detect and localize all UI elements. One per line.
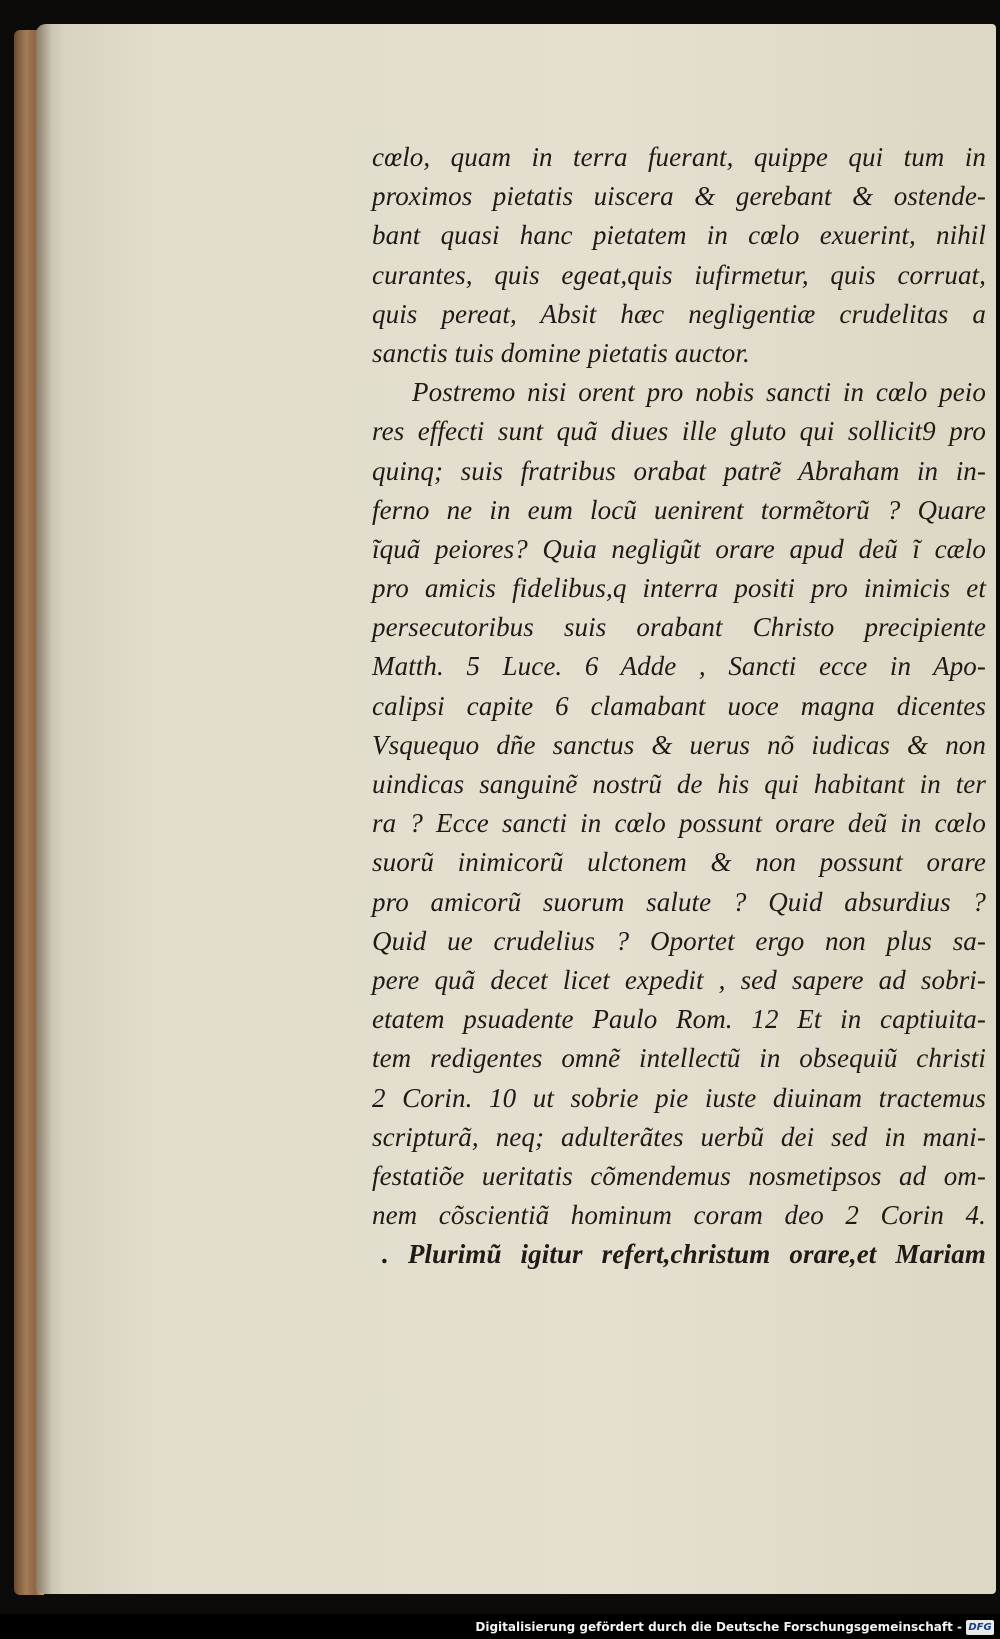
text-line: Postremo nisi orent pro nobis sancti in cœlo peio [412,377,986,408]
text-line: 2 Corin. 10 ut sobrie pie iuste diuinam tractemus [372,1082,986,1113]
text-line: ĩquã peiores? Quia negligũt orare apud deũ ĩ cælo [372,533,986,564]
text-line: Quid ue crudelius ? Oportet ergo non plus sa- [372,925,986,956]
page-gutter-shadow [36,24,52,1594]
text-line: ra ? Ecce sancti in cœlo possunt orare deũ in cœlo [372,808,986,839]
text-line: ferno ne in eum locũ uenirent tormẽtorũ ? Quare [372,494,986,525]
text-line: Vsquequo dñe sanctus & uerus nõ iudicas & non [372,729,986,760]
text-line: pro amicis fidelibus,q interra positi pro inimicis et [372,573,986,604]
footer-bar [0,1614,1000,1639]
page-text [372,138,986,1274]
text-line: calipsi capite 6 clamabant uoce magna dicentes [372,690,986,721]
text-line: quinq; suis fratribus orabat patrẽ Abraham in in- [372,455,986,486]
digitization-credit: Digitalisierung gefördert durch die Deutsche Forschungsgemeinschaft - [475,1620,962,1634]
text-line: proximos pietatis uiscera & gerebant & ostende- [372,181,986,212]
text-line: tem redigentes omnẽ intellectũ in obsequiũ christi [372,1043,986,1074]
text-line: festatiõe ueritatis cõmendemus nosmetipsos ad om- [372,1160,986,1191]
text-line: nem cõscientiã hominum coram deo 2 Corin 4. [372,1200,986,1231]
text-line: uindicas sanguinẽ nostrũ de his qui habitant in ter [372,769,986,799]
text-line: persecutoribus suis orabant Christo precipiente [372,612,986,643]
text-line: scripturã, neq; adulterãtes uerbũ dei sed in mani- [372,1121,986,1152]
text-line: pro amicorũ suorum salute ? Quid absurdius ? [372,886,986,917]
text-line: suorũ inimicorũ ulctonem & non possunt orare [372,847,986,878]
text-line: etatem psuadente Paulo Rom. 12 Et in captiuita- [372,1004,986,1035]
text-line: cœlo, quam in terra fuerant, quippe qui tum in [372,142,986,172]
text-line: bant quasi hanc pietatem in cœlo exuerint, nihil [372,220,986,251]
text-line: quis pereat, Absit hæc negligentiæ crudelitas a [372,298,986,329]
text-line: curantes, quis egeat,quis iufirmetur, quis corruat, [372,259,986,290]
text-line: sanctis tuis domine pietatis auctor. [372,337,750,368]
dfg-logo: DFG [966,1620,994,1635]
text-line: . Plurimũ igitur refert,christum orare,et Mariam [382,1239,986,1270]
text-line: pere quã decet licet expedit , sed sapere ad sobri- [372,964,986,995]
text-line: Matth. 5 Luce. 6 Adde , Sancti ecce in Apo- [372,651,986,682]
text-line: res effecti sunt quã diues ille gluto qui sollicit9 pro [372,416,986,447]
